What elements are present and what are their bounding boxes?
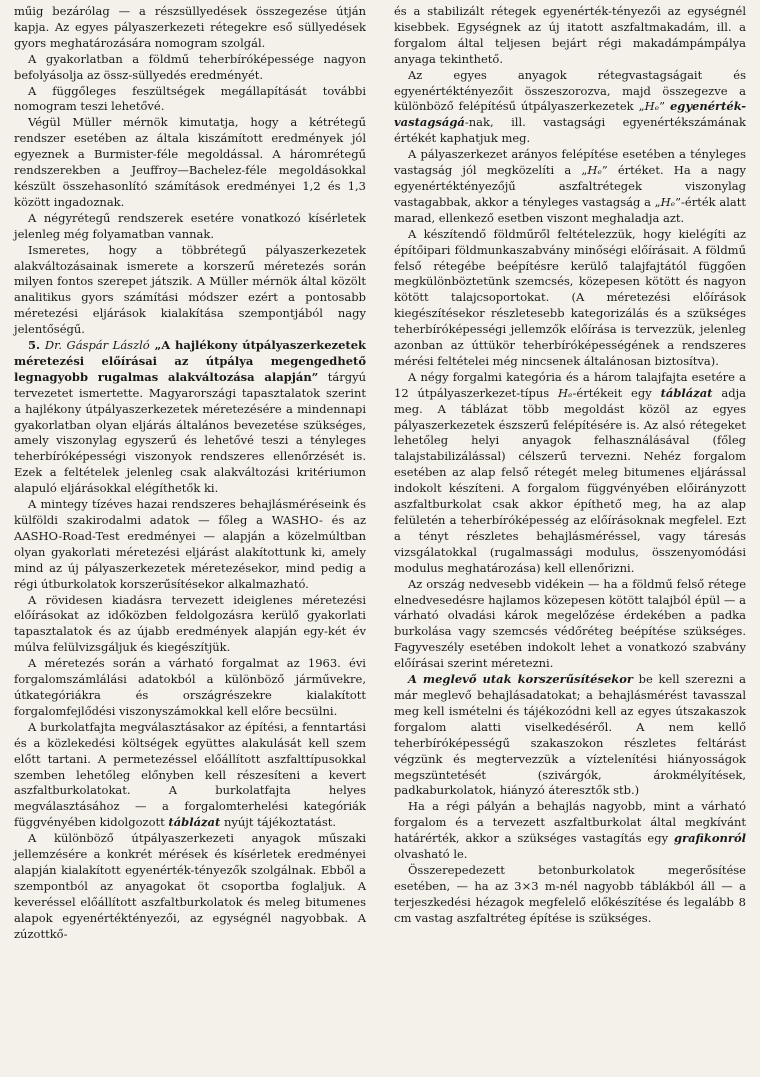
paragraph-l3: [14, 84, 366, 116]
text-run: ”: [659, 99, 670, 114]
paragraph-l8: [14, 497, 366, 592]
text-run: A függőleges feszültségek megállapítását további nomogram teszi lehetővé.: [14, 83, 366, 114]
paragraph-r5: [394, 370, 746, 577]
paragraph-r6: [394, 577, 746, 672]
text-run: táblázat: [660, 385, 713, 400]
text-run: A meglevő utak korszerűsítésekor: [408, 672, 633, 687]
text-run: -nak, ill. vastagsági egyenértékszámának értékét kaphatjuk meg.: [394, 115, 746, 146]
text-run: A négyrétegű rendszerek esetére vonatkozó kísérletek jelenleg még folyamatban vannak.: [14, 210, 366, 241]
paragraph-r7: [394, 672, 746, 799]
paragraph-l12: [14, 831, 366, 942]
text-run: Hₑ: [660, 194, 676, 209]
paragraph-r8: [394, 799, 746, 863]
text-run: Összerepedezett betonburkolatok megerősítése esetében, — ha az 3×3 m-nél nagyobb táblákból áll — a terjeszkedési hézagok megfelelő előkészítése és legalább 8 cm vastag aszfaltréteg építése is szükséges.: [394, 862, 746, 925]
text-run: adja meg. A táblázat több megoldást közöl az egyes pályaszerkezetek észszerű felépítésére is. Az alsó rétegeket lehetőleg helyi anyagok felhasználásával (főleg talajstabilizálással) célszerű tervezni. Nehéz forgalom esetében az alap felső rétegét meleg bitumenes eljárással indokolt készíteni. A forgalom függvényében előirányzott aszfaltburkolat csak akkor építhető meg, ha az alap felületén a teherbíróképesség az előírásoknak megfelel. Ezt a tényt részletes behajlásméréssel, vagy táresás vizsgálatokkal (rugalmassági modulus, összenyomódási modulus meghatározása) kell ellenőrizni.: [394, 385, 746, 575]
text-run: Ha a régi pályán a behajlás nagyobb, mint a várható forgalom és a tervezett aszfaltburkolat által megkívánt határérték, akkor a szükséges vastagítás egy: [394, 799, 746, 846]
text-run: Hₑ: [558, 385, 573, 400]
paragraph-l7: [14, 338, 366, 497]
text-run: grafikonról: [673, 831, 746, 846]
text-run: Ismeretes, hogy a többrétegű pályaszerkezetek alakváltozásainak ismerete a korszerű méretezés során milyen fontos szerepet játszik. A Müller mérnök által közölt analitikus gyors számítási módszer ezért a pontosabb méretezési eljárások kialakítása szempontjából nagy jelentőségű.: [14, 242, 366, 337]
text-run: A gyakorlatban a földmű teherbíróképessége nagyon befolyásolja az össz-süllyedés eredményét.: [14, 51, 366, 82]
text-run: Hₑ: [644, 99, 660, 114]
text-run: ” értéket. Ha a nagy egyenértéktényezőjű aszfaltrétegek viszonylag vastagabbak, akkor a tényleges vastagság a „: [394, 163, 746, 209]
two-column-layout: [14, 4, 746, 942]
text-run: Dr. Gáspár László: [44, 338, 150, 353]
text-run: nyújt tájékoztatást.: [220, 815, 337, 830]
text-run: A mintegy tízéves hazai rendszeres behajlásméréseink és külföldi szakirodalmi adatok — főleg a WASHO- és az AASHO-Road-Test eredményei — alapján a közelmúltban olyan gyakorlati méretezési eljárást alakítottunk ki, amely mind az új pályaszerkezetek méretezésekor, mind pedig a régi útburkolatok korszerűsítésekor alkalmazható.: [14, 497, 366, 591]
text-run: Hₑ: [587, 163, 602, 178]
text-run: A rövidesen kiadásra tervezett ideiglenes méretezési előírásokat az időközben feldolgozásra kerülő gyakorlati tapasztalatok és az újabb eredmények alapján egy-két év múlva felülvizsgáljuk és kiegészítjük.: [14, 592, 366, 655]
left-column: [14, 4, 366, 942]
text-run: Az egyes anyagok rétegvastagságait és egyenértéktényezőit összeszorozva, majd összegezve a különböző felépítésű útpályaszerkezetek „: [394, 67, 746, 114]
text-run: A méretezés során a várható forgalmat az 1963. évi forgalomszámlálási adatokból a különböző járművekre, útkategóriákra és országrészekre kialakított forgalomfejlődési viszonyszámokkal kell előre becsülni.: [14, 656, 366, 718]
text-run: táblázat: [168, 815, 221, 830]
text-run: 5.: [28, 338, 45, 353]
text-run: Végül Müller mérnök kimutatja, hogy a kétrétegű rendszer esetében az általa kiszámított eredmények jól egyeznek a Burmister-féle megoldással. A háromrétegű rendszerekben a Jeuffroy—Bachelez-féle megoldásokkal készült összehasonlító számítások eredményei 1,2 és 1,3 között ingadoznak.: [14, 115, 366, 209]
paragraph-r3: [394, 147, 746, 227]
paragraph-r2: [394, 68, 746, 148]
paragraph-l1: [14, 4, 366, 52]
paragraph-l6: [14, 243, 366, 338]
text-run: ”-érték alatt marad, ellenkező esetben viszont meghaladja azt.: [394, 194, 746, 225]
text-run: Az ország nedvesebb vidékein — ha a földmű felső rétege elnedvesedésre hajlamos közepesen kötött talajból épül — a várható olvadási károk megelőzése érdekében a padka burkolása vagy szemcsés védőréteg beépítése szükséges. Fagyveszély esetében indokolt lehet a vonatkozó szabvány előírásai szerint méretezni.: [394, 576, 746, 671]
text-run: A készítendő földműről feltételezzük, hogy kielégíti az építőipari földmunkaszabvány minőségi előírásait. A földmű felső rétegébe beépítésre kerülő talajfajtától függően megkülönböztetünk szemcsés, közepesen kötött és nagyon kötött talajcsoportokat. (A méretezési előírások kiegészítésekor részletesebb kategorizálás és a szükséges teherbíróképességi jellemzők előírása is tervezzük, jelenleg azonban az úttükör teherbíróképességének a rendszeres mérési feltételei még nincsenek általánosan biztosítva).: [394, 226, 746, 368]
text-run: A különböző útpályaszerkezeti anyagok műszaki jellemzésére a konkrét mérések és kísérletek eredményei alapján kialakított egyenérték-tényezők szolgálnak. Ebből a szempontból az anyagokat öt csoportba foglaljuk. A keveréssel előállított aszfaltburkolatok és meleg bitumenes alapok egyenértéktényezői, az egységnél nagyobbak. A zúzottkő-: [14, 831, 366, 941]
text-run: be kell szerezni a már meglevő behajlásadatokat; a behajlásmérést tavasszal meg kell ismételni és tájékozódni kell az egyes útszakaszok forgalom alatti viselkedéséről. A nem kellő teherbíróképességű szakaszokon részletes feltárást végzünk és megtervezzük a víztelenítési hiányosságok megszüntetését (szivárgók, árokmélyítések, padkaburkolatok, hiányzó áteresztők stb.): [394, 672, 746, 798]
paragraph-l4: [14, 115, 366, 210]
text-run: „A hajlékony útpályaszerkezetek méretezési előírásai az útpálya megengedhető legnagyobb rugalmas alakváltozása alapján”: [14, 338, 366, 384]
text-run: egyenérték-vastagságá: [394, 99, 746, 130]
paragraph-l2: [14, 52, 366, 84]
paragraph-l11: [14, 720, 366, 831]
text-run: A pályaszerkezet arányos felépítése esetében a tényleges vastagság jól megközelíti a „: [394, 147, 746, 178]
text-run: olvasható le.: [394, 847, 468, 862]
text-run: és a stabilizált rétegek egyenérték-tényezői az egységnél kisebbek. Egységnek az új itatott aszfaltmakadám, ill. a forgalom által teljesen bejárt régi makadámpámpálya anyaga tekinthető.: [394, 4, 746, 66]
text-run: A négy forgalmi kategória és a három talajfajta esetére a 12 útpályaszerkezet-típus: [394, 369, 746, 400]
text-run: A burkolatfajta megválasztásakor az építési, a fenntartási és a közlekedési költségek együttes alakulását kell szem előtt tartani. A permetezéssel előállított aszfalttípusokkal szemben lehetőleg előnyben kell részesíteni a kevert aszfaltburkolatokat. A burkolatfajta helyes megválasztásához — a forgalomterhelési kategóriák függvényében kidolgozott: [14, 719, 366, 830]
text-run: -értékeit egy: [572, 385, 661, 400]
paragraph-l9: [14, 593, 366, 657]
paragraph-r1: [394, 4, 746, 68]
text-run: műig bezárólag — a részsüllyedések összegezése útján kapja. Az egyes pályaszerkezeti rétegekre eső süllyedések gyors meghatározására nomogram szolgál.: [14, 4, 366, 50]
text-run: tárgyú tervezetet ismertette. Magyarországi tapasztalatok szerint a hajlékony útpályaszerkezetek méretezésére a mindennapi gyakorlatban olyan eljárás általános bevezetése szükséges, amely viszonylag egyszerű és lehetővé teszi a tényleges teherbíróképességi viszonyok rendszeres ellenőrzését is. Ezek a feltételek jelenleg csak alakváltozási kritériumon alapuló eljárásokkal elégíthetők ki.: [14, 369, 366, 496]
paragraph-r9: [394, 863, 746, 927]
paragraph-l5: [14, 211, 366, 243]
paragraph-r4: [394, 227, 746, 370]
right-column: [394, 4, 746, 942]
paragraph-l10: [14, 656, 366, 720]
